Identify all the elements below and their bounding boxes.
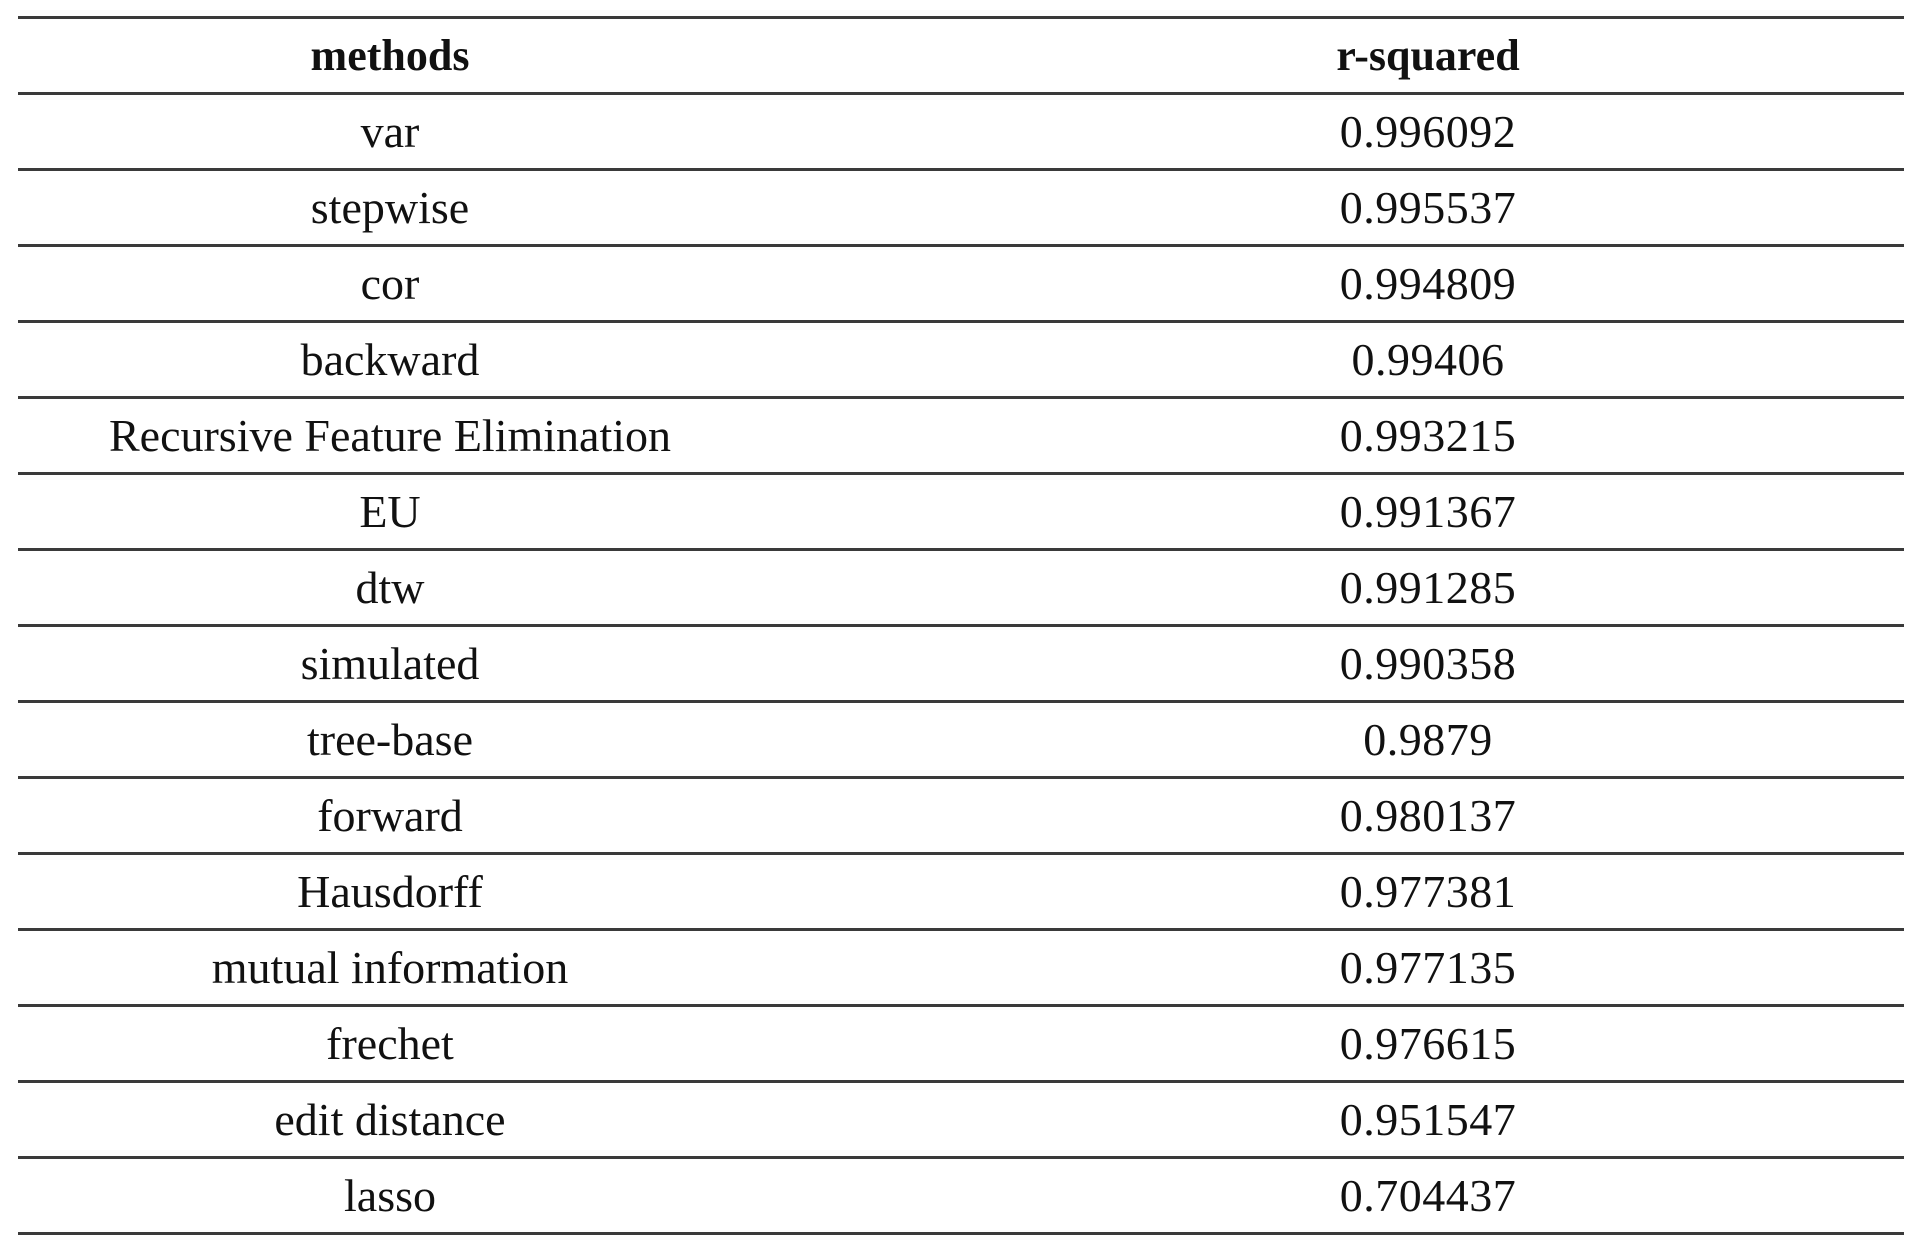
method-cell: tree-base [18, 702, 762, 778]
method-cell: frechet [18, 1006, 762, 1082]
r-squared-cell: 0.99406 [762, 322, 1904, 398]
r-squared-cell: 0.991285 [762, 550, 1904, 626]
table-row [18, 474, 1904, 550]
table-row [18, 702, 1904, 778]
r-squared-cell: 0.977135 [762, 930, 1904, 1006]
method-cell: cor [18, 246, 762, 322]
table-header [18, 18, 1904, 94]
table-row [18, 246, 1904, 322]
header-methods: methods [18, 18, 762, 94]
method-cell: stepwise [18, 170, 762, 246]
r-squared-cell: 0.976615 [762, 1006, 1904, 1082]
method-cell: simulated [18, 626, 762, 702]
method-cell: edit distance [18, 1082, 762, 1158]
r-squared-cell: 0.704437 [762, 1158, 1904, 1234]
method-cell: Hausdorff [18, 854, 762, 930]
r-squared-cell: 0.977381 [762, 854, 1904, 930]
table-row [18, 398, 1904, 474]
r-squared-cell: 0.980137 [762, 778, 1904, 854]
table-body [18, 94, 1904, 1234]
method-cell: Recursive Feature Elimination [18, 398, 762, 474]
method-cell: mutual information [18, 930, 762, 1006]
table-row [18, 94, 1904, 170]
results-table [18, 16, 1904, 1235]
r-squared-cell: 0.991367 [762, 474, 1904, 550]
r-squared-cell: 0.995537 [762, 170, 1904, 246]
table-row [18, 626, 1904, 702]
table-row [18, 854, 1904, 930]
table-row [18, 1082, 1904, 1158]
r-squared-cell: 0.993215 [762, 398, 1904, 474]
table-row [18, 1006, 1904, 1082]
table-row [18, 322, 1904, 398]
method-cell: dtw [18, 550, 762, 626]
method-cell: forward [18, 778, 762, 854]
r-squared-cell: 0.994809 [762, 246, 1904, 322]
header-row [18, 18, 1904, 94]
table-row [18, 1158, 1904, 1234]
header-r-squared: r-squared [762, 18, 1904, 94]
r-squared-cell: 0.9879 [762, 702, 1904, 778]
table-row [18, 778, 1904, 854]
r-squared-cell: 0.951547 [762, 1082, 1904, 1158]
table-row [18, 550, 1904, 626]
r-squared-cell: 0.990358 [762, 626, 1904, 702]
table-row [18, 170, 1904, 246]
method-cell: EU [18, 474, 762, 550]
method-cell: backward [18, 322, 762, 398]
method-cell: lasso [18, 1158, 762, 1234]
method-cell: var [18, 94, 762, 170]
table-row [18, 930, 1904, 1006]
r-squared-cell: 0.996092 [762, 94, 1904, 170]
